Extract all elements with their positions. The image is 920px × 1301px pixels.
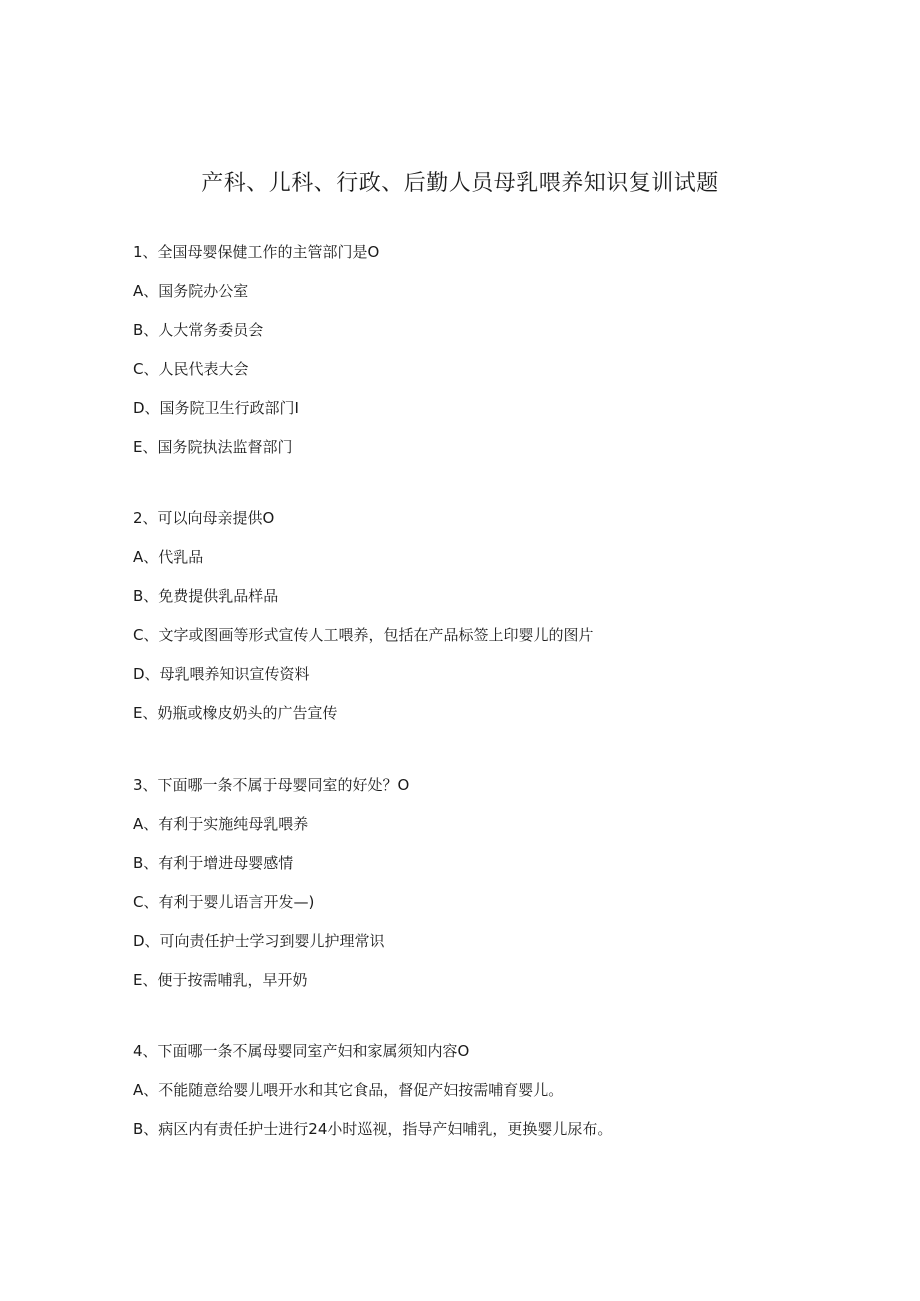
option-d: D、可向责任护士学习到婴儿护理常识 [133, 932, 385, 950]
option-b: B、有利于增进母婴感情 [133, 854, 294, 872]
question-stem: 2、可以向母亲提供O [133, 509, 275, 527]
question-4 [133, 1039, 853, 1156]
option-e: E、便于按需哺乳，早开奶 [133, 971, 308, 989]
question-stem: 4、下面哪一条不属母婴同室产妇和家属须知内容O [133, 1042, 470, 1060]
option-b: B、病区内有责任护士进行24小时巡视，指导产妇哺乳，更换婴儿尿布。 [133, 1120, 613, 1138]
option-d: D、母乳喂养知识宣传资料 [133, 665, 310, 683]
question-2 [133, 506, 853, 740]
option-b: B、免费提供乳品样品 [133, 587, 279, 605]
option-b: B、人大常务委员会 [133, 321, 264, 339]
question-stem: 3、下面哪一条不属于母婴同室的好处？O [133, 776, 410, 794]
option-e: E、国务院执法监督部门 [133, 438, 293, 456]
option-a: A、不能随意给婴儿喂开水和其它食品，督促产妇按需哺育婴儿。 [133, 1081, 564, 1099]
option-d: D、国务院卫生行政部门I [133, 399, 299, 417]
question-1 [133, 240, 853, 474]
page-title: 产科、儿科、行政、后勤人员母乳喂养知识复训试题 [201, 171, 719, 196]
option-a: A、代乳品 [133, 548, 204, 566]
option-e: E、奶瓶或橡皮奶头的广告宣传 [133, 704, 338, 722]
option-c: C、人民代表大会 [133, 360, 249, 378]
option-c: C、文字或图画等形式宣传人工喂养，包括在产品标签上印婴儿的图片 [133, 626, 594, 644]
question-3 [133, 773, 853, 1007]
option-c: C、有利于婴儿语言开发—) [133, 893, 315, 911]
option-a: A、有利于实施纯母乳喂养 [133, 815, 309, 833]
question-stem: 1、全国母婴保健工作的主管部门是O [133, 243, 380, 261]
option-a: A、国务院办公室 [133, 282, 249, 300]
